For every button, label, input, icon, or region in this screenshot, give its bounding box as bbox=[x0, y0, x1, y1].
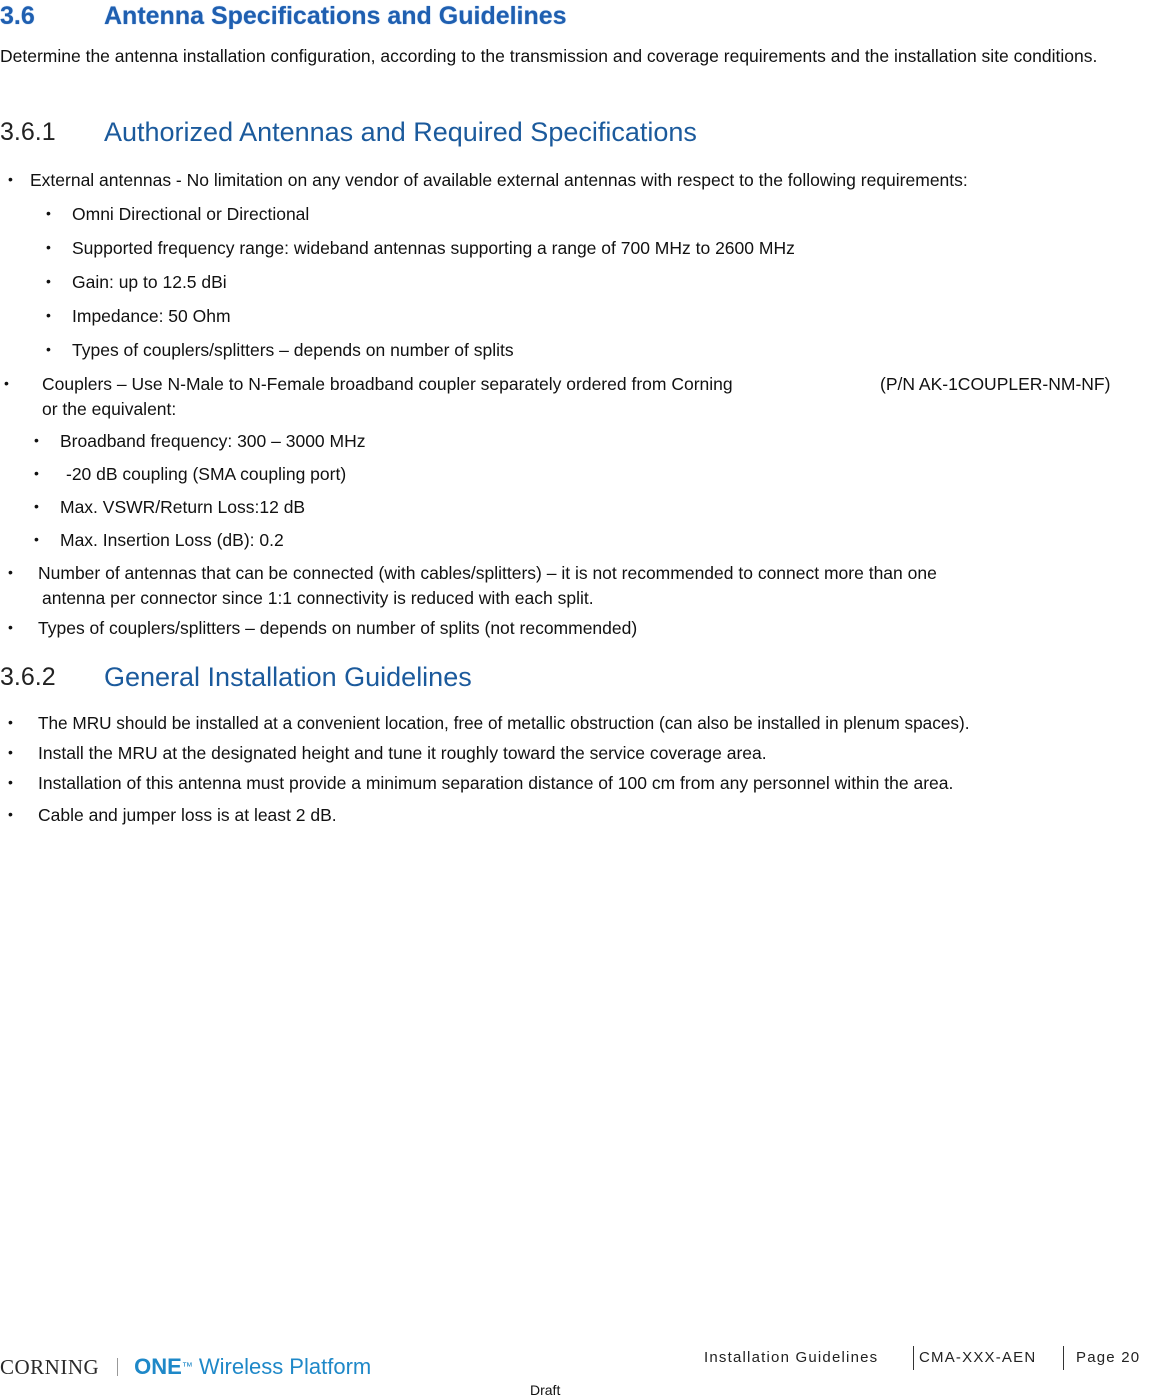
bullet: • bbox=[34, 531, 39, 547]
bullet: • bbox=[34, 498, 39, 514]
subsection-title-1: Authorized Antennas and Required Specifications bbox=[104, 117, 697, 147]
corning-one-logo bbox=[0, 1352, 371, 1382]
section-number: 3.6 bbox=[0, 2, 35, 30]
list-item-external: External antennas - No limitation on any vendor of available external antennas with respect to the following requirements: bbox=[30, 170, 968, 190]
footer-divider bbox=[913, 1346, 914, 1370]
draft-label: Draft bbox=[530, 1382, 561, 1398]
list-item: Gain: up to 12.5 dBi bbox=[72, 272, 227, 292]
bullet: • bbox=[46, 341, 51, 357]
bullet: • bbox=[8, 714, 13, 730]
section-title: Antenna Specifications and Guidelines bbox=[104, 2, 567, 30]
list-item: Supported frequency range: wideband antennas supporting a range of 700 MHz to 2600 MHz bbox=[72, 238, 795, 258]
footer-doc-code: CMA-XXX-AEN bbox=[919, 1349, 1037, 1366]
bullet: • bbox=[8, 564, 13, 580]
footer-doc-title: Installation Guidelines bbox=[704, 1349, 879, 1366]
couplers-part-number: (P/N AK-1COUPLER-NM-NF) bbox=[880, 374, 1111, 394]
bullet: • bbox=[8, 774, 13, 790]
couplers-line-1: Couplers – Use N-Male to N-Female broadband coupler separately ordered from Corning bbox=[42, 374, 733, 394]
list-item: Cable and jumper loss is at least 2 dB. bbox=[38, 805, 337, 825]
bullet: • bbox=[46, 273, 51, 289]
list-item: Types of couplers/splitters – depends on number of splits bbox=[72, 340, 514, 360]
corning-wordmark: CORNING bbox=[0, 1354, 100, 1379]
bullet: • bbox=[46, 239, 51, 255]
num-antennas-line-2: antenna per connector since 1:1 connectivity is reduced with each split. bbox=[42, 588, 594, 608]
bullet: • bbox=[8, 744, 13, 760]
list-item: Omni Directional or Directional bbox=[72, 204, 310, 224]
subsection-number-2: 3.6.2 bbox=[0, 663, 56, 691]
num-antennas-line-1: Number of antennas that can be connected (with cables/splitters) – it is not recommended to connect more than one bbox=[38, 563, 937, 583]
list-item: The MRU should be installed at a convenient location, free of metallic obstruction (can also be installed in plenum spaces). bbox=[38, 713, 970, 733]
footer-page-number: Page 20 bbox=[1076, 1349, 1141, 1366]
list-item: Impedance: 50 Ohm bbox=[72, 306, 231, 326]
list-item: Max. Insertion Loss (dB): 0.2 bbox=[60, 530, 284, 550]
wireless-platform-wordmark: Wireless Platform bbox=[198, 1354, 372, 1379]
bullet: • bbox=[34, 432, 39, 448]
couplers-line-2: or the equivalent: bbox=[42, 399, 177, 419]
subsection-title-2: General Installation Guidelines bbox=[104, 662, 472, 692]
bullet: • bbox=[34, 465, 39, 481]
list-item: Types of couplers/splitters – depends on number of splits (not recommended) bbox=[38, 618, 638, 638]
list-item: Installation of this antenna must provide a minimum separation distance of 100 cm from any personnel within the area. bbox=[38, 773, 954, 793]
bullet: • bbox=[46, 307, 51, 323]
bullet: • bbox=[8, 806, 13, 822]
bullet: • bbox=[8, 619, 13, 635]
subsection-number-1: 3.6.1 bbox=[0, 118, 56, 146]
trademark-symbol: ™ bbox=[181, 1361, 193, 1373]
bullet: • bbox=[4, 375, 9, 391]
list-item: -20 dB coupling (SMA coupling port) bbox=[66, 464, 347, 484]
bullet: • bbox=[8, 171, 13, 187]
list-item: Install the MRU at the designated height and tune it roughly toward the service coverage area. bbox=[38, 743, 767, 763]
logo-divider bbox=[117, 1358, 118, 1376]
list-item: Broadband frequency: 300 – 3000 MHz bbox=[60, 431, 366, 451]
section-intro: Determine the antenna installation configuration, according to the transmission and coverage requirements and the installation site conditions. bbox=[0, 46, 1098, 66]
one-wordmark: ONE bbox=[134, 1354, 182, 1379]
bullet: • bbox=[46, 205, 51, 221]
list-item: Max. VSWR/Return Loss:12 dB bbox=[60, 497, 306, 517]
footer-divider bbox=[1063, 1346, 1064, 1370]
